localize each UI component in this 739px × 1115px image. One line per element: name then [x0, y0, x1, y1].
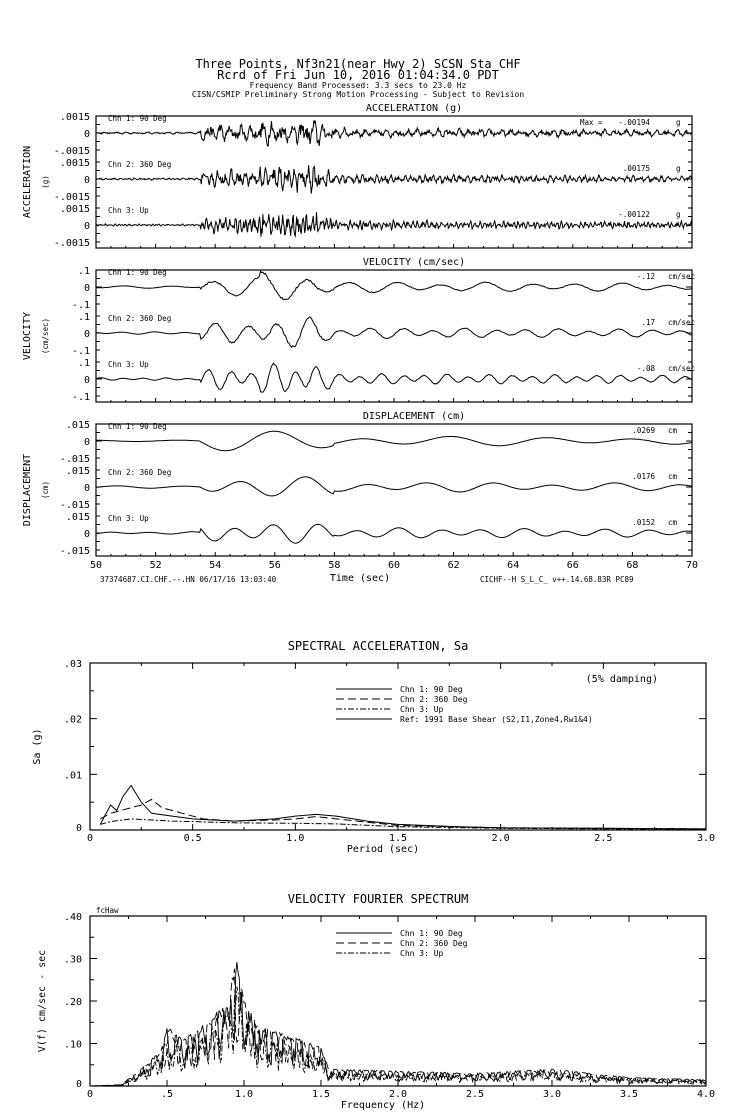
y-tick-label: 0 — [83, 437, 90, 448]
panel-acceleration — [22, 103, 692, 249]
y-tick-label: 0 — [83, 375, 90, 386]
channel-max-value: .0269 — [632, 426, 655, 435]
x-axis-label: Frequency (Hz) — [340, 1100, 426, 1111]
plot-frame — [90, 916, 706, 1086]
legend-entry: Chn 1: 90 Deg — [400, 929, 463, 938]
time-tick-label: 60 — [387, 560, 401, 571]
y-tick-label: -.1 — [71, 346, 90, 357]
waveform-trace — [96, 477, 692, 496]
x-tick-label: 3.5 — [619, 1089, 639, 1100]
time-tick-label: 62 — [447, 560, 460, 571]
y-tick-label: -.0015 — [53, 192, 90, 203]
y-tick-label: .015 — [65, 420, 90, 431]
y-tick-label: .40 — [63, 912, 82, 923]
fourier-spectrum-chart — [37, 892, 715, 1111]
footer-station-code: CICHF--H S_L_C_ v++.14.68.83R PC89 — [480, 575, 634, 584]
spectral-acceleration-chart — [32, 639, 715, 855]
legend-entry: Chn 1: 90 Deg — [400, 685, 463, 694]
x-tick-label: 4.0 — [696, 1089, 716, 1100]
channel-max-value: -.00194 — [618, 118, 650, 127]
y-tick-label: 0 — [83, 221, 90, 232]
channel-unit: cm/sec — [668, 364, 696, 373]
channel-label: Chn 2: 360 Deg — [108, 160, 172, 169]
chart-title: SPECTRAL ACCELERATION, Sa — [287, 639, 469, 653]
time-axis — [90, 560, 698, 584]
channel-label: Chn 3: Up — [108, 360, 149, 369]
channel-max-value: .0152 — [632, 518, 655, 527]
panel-title: ACCELERATION (g) — [365, 103, 463, 114]
y-tick-label: .0015 — [59, 204, 90, 215]
time-tick-label: 68 — [626, 560, 639, 571]
y-tick-label: -.0015 — [53, 146, 90, 157]
y-tick-label: 0 — [83, 483, 90, 494]
channel-max-value: .0176 — [632, 472, 655, 481]
footer-record-id: 37374687.CI.CHF.--.HN 06/17/16 13:03:40 — [100, 575, 277, 584]
time-axis-label: Time (sec) — [329, 573, 391, 584]
y-tick-label: .1 — [77, 358, 90, 369]
report-header — [192, 57, 525, 99]
y-tick-label: .03 — [63, 659, 82, 670]
panel-title: DISPLACEMENT (cm) — [362, 411, 466, 422]
legend-entry: Chn 2: 360 Deg — [400, 939, 468, 948]
y-tick-label: -.1 — [71, 300, 90, 311]
time-tick-label: 54 — [209, 560, 222, 571]
x-tick-label: 2.0 — [388, 1089, 408, 1100]
x-tick-label: 0 — [86, 1089, 94, 1100]
channel-max-value: .17 — [641, 318, 655, 327]
x-tick-label: 2.5 — [465, 1089, 485, 1100]
channel-max-value: .00175 — [622, 164, 650, 173]
header-frequency-band: Frequency Band Processed: 3.3 secs to 23.0 Hz — [249, 81, 467, 90]
panel-velocity — [22, 257, 695, 403]
y-tick-label: 0 — [83, 175, 90, 186]
x-tick-label: 1.0 — [286, 833, 305, 844]
waveform-trace — [96, 431, 692, 451]
time-tick-label: 52 — [149, 560, 162, 571]
waveform-trace — [96, 317, 692, 347]
y-tick-label: .30 — [63, 954, 82, 966]
panel-ylabel: VELOCITY — [22, 311, 33, 361]
panel-yunit: (cm/sec) — [41, 317, 50, 355]
channel-label: Chn 3: Up — [108, 206, 149, 215]
plot-frame — [90, 663, 706, 830]
y-tick-label: 0 — [83, 283, 90, 294]
plot-tag: fcHaw — [96, 906, 119, 915]
channel-max-value: -.08 — [636, 364, 655, 373]
legend-entry: Chn 3: Up — [400, 705, 444, 714]
y-tick-label: -.015 — [59, 500, 90, 511]
x-tick-label: 0 — [86, 833, 94, 844]
channel-label: Chn 2: 360 Deg — [108, 314, 172, 323]
y-tick-label: .02 — [63, 714, 82, 726]
x-tick-label: .5 — [160, 1089, 174, 1100]
y-tick-label: .015 — [65, 512, 90, 523]
panel-ylabel: ACCELERATION — [22, 145, 33, 219]
max-label: Max = — [580, 118, 603, 127]
y-axis-label: Sa (g) — [32, 728, 43, 765]
y-axis-label: V(f) cm/sec - sec — [37, 949, 48, 1053]
channel-unit: cm/sec — [668, 272, 696, 281]
x-tick-label: 1.5 — [311, 1089, 331, 1100]
panel-ylabel: DISPLACEMENT — [22, 453, 33, 527]
legend-entry: Chn 3: Up — [400, 949, 444, 958]
waveform-trace — [96, 120, 692, 146]
y-tick-label: .1 — [77, 266, 90, 277]
channel-label: Chn 1: 90 Deg — [108, 268, 167, 277]
y-tick-label: -.015 — [59, 454, 90, 465]
x-tick-label: 2.0 — [491, 833, 510, 844]
channel-unit: g — [676, 164, 681, 173]
panel-yunit: (cm) — [41, 480, 50, 500]
y-tick-label: 0 — [83, 529, 90, 540]
waveform-trace — [96, 271, 692, 300]
y-tick-label: .015 — [65, 466, 90, 477]
y-tick-label: -.0015 — [53, 238, 90, 249]
waveform-trace — [96, 165, 692, 193]
y-tick-label: 0 — [83, 129, 90, 140]
channel-unit: cm — [668, 518, 678, 527]
header-record-time: Rcrd of Fri Jun 10, 2016 01:04:34.0 PDT — [217, 68, 499, 82]
header-processing-note: CISN/CSMIP Preliminary Strong Motion Processing - Subject to Revision — [191, 90, 525, 99]
time-tick-label: 56 — [268, 560, 281, 571]
x-tick-label: 0.5 — [183, 833, 202, 844]
time-tick-label: 64 — [507, 560, 520, 571]
channel-max-value: -.00122 — [618, 210, 650, 219]
y-tick-label: 0 — [75, 1079, 82, 1090]
channel-label: Chn 3: Up — [108, 514, 149, 523]
channel-unit: cm — [668, 426, 678, 435]
y-tick-label: 0 — [75, 823, 82, 834]
fourier-series-line — [90, 962, 706, 1086]
x-tick-label: 2.5 — [594, 833, 613, 844]
legend-entry: Ref: 1991 Base Shear (S2,I1,Zone4,Rw1&4) — [400, 715, 593, 724]
channel-unit: cm/sec — [668, 318, 696, 327]
legend-entry: Chn 2: 360 Deg — [400, 695, 468, 704]
x-axis-label: Period (sec) — [346, 844, 420, 855]
fourier-series-line — [90, 987, 706, 1086]
header-title: Three Points, Nf3n21(near Hwy 2) SCSN Sta CHF — [195, 57, 521, 71]
y-tick-label: .1 — [77, 312, 90, 323]
waveform-trace — [96, 212, 692, 236]
panel-frame — [96, 424, 692, 556]
y-tick-label: .10 — [63, 1039, 82, 1051]
y-tick-label: .20 — [63, 997, 82, 1008]
x-tick-label: 1.5 — [388, 833, 408, 844]
time-tick-label: 70 — [685, 560, 699, 571]
channel-max-value: -.12 — [636, 272, 655, 281]
y-tick-label: .0015 — [59, 158, 90, 169]
channel-unit: cm — [668, 472, 678, 481]
channel-label: Chn 1: 90 Deg — [108, 114, 167, 123]
channel-label: Chn 2: 360 Deg — [108, 468, 172, 477]
seismogram-panels — [22, 103, 695, 557]
waveform-trace — [96, 524, 692, 543]
panel-title: VELOCITY (cm/sec) — [362, 257, 466, 268]
x-tick-label: 3.0 — [696, 833, 716, 844]
waveform-trace — [96, 363, 692, 392]
chart-title: VELOCITY FOURIER SPECTRUM — [287, 892, 469, 906]
x-tick-label: 3.0 — [542, 1089, 562, 1100]
y-tick-label: -.015 — [59, 546, 90, 557]
y-tick-label: .01 — [63, 770, 82, 782]
time-tick-label: 66 — [566, 560, 579, 571]
time-tick-label: 50 — [89, 560, 103, 571]
channel-unit: g — [676, 210, 681, 219]
sa-series-line — [100, 786, 706, 829]
time-tick-label: 58 — [328, 560, 341, 571]
y-tick-label: -.1 — [71, 392, 90, 403]
damping-annotation: (5% damping) — [585, 674, 658, 685]
channel-label: Chn 1: 90 Deg — [108, 422, 167, 431]
channel-unit: g — [676, 118, 681, 127]
panel-displacement — [22, 411, 692, 557]
panel-yunit: (g) — [41, 175, 50, 189]
y-tick-label: 0 — [83, 329, 90, 340]
x-tick-label: 1.0 — [234, 1089, 254, 1100]
y-tick-label: .0015 — [59, 112, 90, 123]
